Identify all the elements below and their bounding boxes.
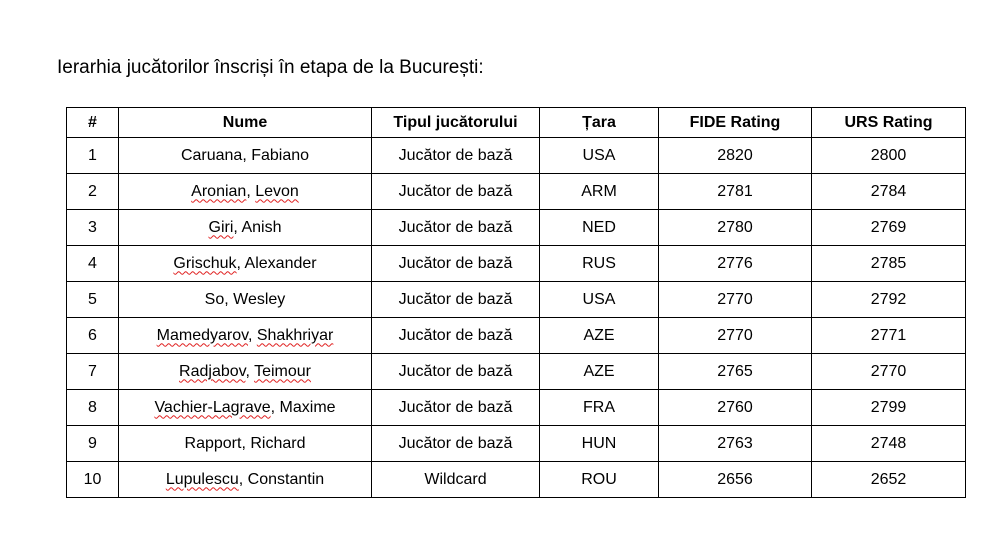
- player-given-name: Wesley: [233, 290, 286, 308]
- players-table: [66, 107, 966, 498]
- table-row: [67, 246, 966, 282]
- table-row: [67, 390, 966, 426]
- country-cell: FRA: [540, 390, 659, 426]
- fide-rating-cell: 2781: [659, 174, 812, 210]
- urs-rating-cell: 2769: [812, 210, 966, 246]
- name-cell: Mamedyarov, Shakhriyar: [119, 318, 372, 354]
- fide-rating-cell: 2780: [659, 210, 812, 246]
- table-row: [67, 426, 966, 462]
- player-type-cell: Jucător de bază: [372, 246, 540, 282]
- name-cell: Aronian, Levon: [119, 174, 372, 210]
- players-table-body: [67, 138, 966, 498]
- urs-rating-cell: 2785: [812, 246, 966, 282]
- table-row: [67, 282, 966, 318]
- table-row: [67, 318, 966, 354]
- rank-cell: 9: [67, 426, 119, 462]
- header-player-type: Tipul jucătorului: [372, 108, 540, 138]
- urs-rating-cell: 2652: [812, 462, 966, 498]
- rank-cell: 1: [67, 138, 119, 174]
- urs-rating-cell: 2784: [812, 174, 966, 210]
- header-country: Țara: [540, 108, 659, 138]
- urs-rating-cell: 2799: [812, 390, 966, 426]
- country-cell: RUS: [540, 246, 659, 282]
- fide-rating-cell: 2763: [659, 426, 812, 462]
- document-title: Ierarhia jucătorilor înscriși în etapa de la București:: [57, 57, 484, 78]
- name-cell: Giri, Anish: [119, 210, 372, 246]
- country-cell: USA: [540, 282, 659, 318]
- player-type-cell: Jucător de bază: [372, 354, 540, 390]
- table-row: [67, 174, 966, 210]
- player-type-cell: Jucător de bază: [372, 390, 540, 426]
- name-cell: Rapport, Richard: [119, 426, 372, 462]
- rank-cell: 7: [67, 354, 119, 390]
- player-surname: Radjabov: [179, 362, 246, 380]
- player-type-cell: Jucător de bază: [372, 210, 540, 246]
- name-cell: Grischuk, Alexander: [119, 246, 372, 282]
- fide-rating-cell: 2770: [659, 318, 812, 354]
- table-header-row: [67, 108, 966, 138]
- player-given-name: Maxime: [279, 398, 336, 416]
- player-given-name: Richard: [250, 434, 306, 452]
- country-cell: NED: [540, 210, 659, 246]
- player-type-cell: Jucător de bază: [372, 174, 540, 210]
- rank-cell: 4: [67, 246, 119, 282]
- player-surname: Grischuk: [173, 254, 237, 272]
- header-urs-rating: URS Rating: [812, 108, 966, 138]
- rank-cell: 3: [67, 210, 119, 246]
- player-given-name: Anish: [241, 218, 282, 236]
- country-cell: USA: [540, 138, 659, 174]
- rank-cell: 6: [67, 318, 119, 354]
- player-given-name: Levon: [255, 182, 299, 200]
- name-cell: Caruana, Fabiano: [119, 138, 372, 174]
- header-name: Nume: [119, 108, 372, 138]
- fide-rating-cell: 2760: [659, 390, 812, 426]
- header-fide-rating: FIDE Rating: [659, 108, 812, 138]
- player-given-name: Fabiano: [251, 146, 310, 164]
- country-cell: AZE: [540, 354, 659, 390]
- urs-rating-cell: 2748: [812, 426, 966, 462]
- table-row: [67, 210, 966, 246]
- player-surname: Vachier-Lagrave: [154, 398, 271, 416]
- fide-rating-cell: 2820: [659, 138, 812, 174]
- fide-rating-cell: 2765: [659, 354, 812, 390]
- rank-cell: 10: [67, 462, 119, 498]
- country-cell: ARM: [540, 174, 659, 210]
- player-surname: Mamedyarov: [156, 326, 248, 344]
- header-rank: #: [67, 108, 119, 138]
- player-surname: Giri: [208, 218, 234, 236]
- player-given-name: Constantin: [247, 470, 325, 488]
- name-cell: Radjabov, Teimour: [119, 354, 372, 390]
- player-type-cell: Jucător de bază: [372, 426, 540, 462]
- rank-cell: 8: [67, 390, 119, 426]
- player-surname: Aronian: [191, 182, 247, 200]
- urs-rating-cell: 2792: [812, 282, 966, 318]
- table-row: [67, 354, 966, 390]
- player-given-name: Teimour: [254, 362, 311, 380]
- fide-rating-cell: 2770: [659, 282, 812, 318]
- urs-rating-cell: 2771: [812, 318, 966, 354]
- player-surname: Caruana: [180, 146, 243, 164]
- table-row: [67, 138, 966, 174]
- player-type-cell: Jucător de bază: [372, 318, 540, 354]
- name-cell: Lupulescu, Constantin: [119, 462, 372, 498]
- rank-cell: 2: [67, 174, 119, 210]
- table-row: [67, 462, 966, 498]
- player-surname: Lupulescu: [165, 470, 239, 488]
- player-surname: Rapport: [184, 434, 242, 452]
- country-cell: HUN: [540, 426, 659, 462]
- player-type-cell: Jucător de bază: [372, 138, 540, 174]
- player-given-name: Alexander: [244, 254, 317, 272]
- country-cell: ROU: [540, 462, 659, 498]
- player-type-cell: Jucător de bază: [372, 282, 540, 318]
- fide-rating-cell: 2776: [659, 246, 812, 282]
- urs-rating-cell: 2800: [812, 138, 966, 174]
- player-surname: So: [204, 290, 225, 308]
- name-cell: Vachier-Lagrave, Maxime: [119, 390, 372, 426]
- fide-rating-cell: 2656: [659, 462, 812, 498]
- country-cell: AZE: [540, 318, 659, 354]
- urs-rating-cell: 2770: [812, 354, 966, 390]
- name-cell: So, Wesley: [119, 282, 372, 318]
- player-given-name: Shakhriyar: [256, 326, 334, 344]
- rank-cell: 5: [67, 282, 119, 318]
- player-type-cell: Wildcard: [372, 462, 540, 498]
